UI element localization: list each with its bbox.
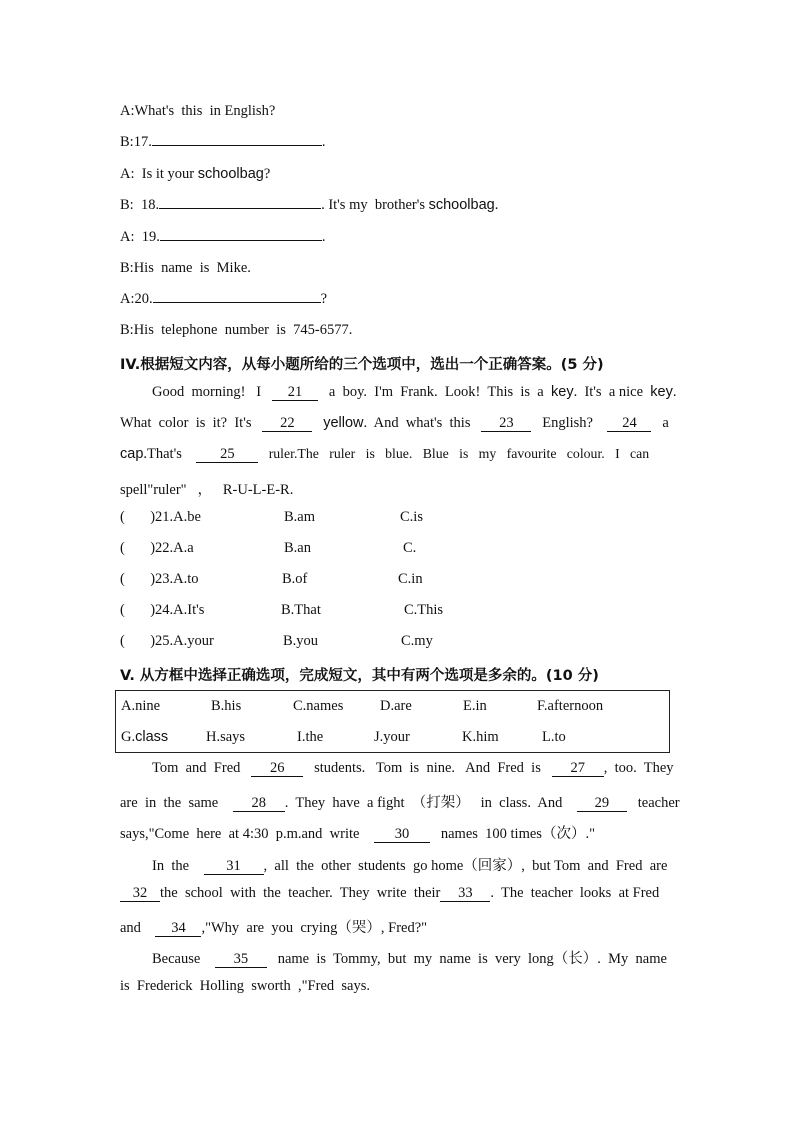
choice-h: H.says	[206, 729, 246, 745]
question-18-label: B: 18.	[120, 197, 160, 213]
passage-text: Tom and Fred	[152, 760, 252, 776]
dialogue-line-8	[120, 322, 352, 339]
option-23-a[interactable]: ( )23.A.to	[120, 571, 199, 587]
passage-v-line-1	[152, 760, 674, 777]
option-25-c[interactable]: C.my	[401, 633, 433, 649]
dialogue-line-4	[120, 197, 498, 214]
passage-text: is Frederick Holling sworth ,"Fred says.	[120, 978, 370, 994]
answer-blank-27[interactable]: 27	[552, 760, 604, 777]
choice-g	[121, 729, 168, 746]
option-21-b[interactable]: B.am	[284, 509, 316, 525]
passage-v-line-6	[120, 916, 427, 937]
option-25-a[interactable]: ( )25.A.your	[120, 633, 214, 649]
choice-f: F.afternoon	[537, 698, 604, 714]
passage-text: are in the same	[120, 795, 233, 811]
section-v-heading: V. 从方框中选择正确选项，完成短文，其中有两个选项是多余的。(10 分)	[120, 668, 599, 684]
passage-iv-line-3	[120, 446, 649, 463]
option-23-c[interactable]: C.in	[398, 571, 423, 587]
passage-iv-line-1	[152, 384, 676, 401]
punctuation: .	[321, 229, 326, 245]
passage-text: name is Tommy, but my name is very long（长）. My name	[266, 951, 667, 967]
word-yellow: yellow	[323, 415, 364, 431]
answer-blank-33[interactable]: 33	[440, 885, 490, 902]
passage-text: ruler.The ruler is blue. Blue is my favourite colour. I can	[258, 446, 650, 461]
passage-text: a boy. I'm Frank. Look! This is a	[318, 384, 551, 400]
answer-blank-25[interactable]: 25	[196, 446, 258, 463]
dialogue-text: A: Is it your	[120, 166, 198, 182]
passage-text: says,"Come here at 4:30 p.m.and write	[120, 826, 374, 842]
dialogue-line-5	[120, 229, 326, 246]
word-cap: cap	[120, 446, 144, 462]
option-21-a[interactable]: ( )21.A.be	[120, 509, 201, 525]
passage-text: ,"Why are you crying（哭）, Fred?"	[201, 920, 428, 936]
choice-letter: G.	[121, 729, 136, 745]
passage-text	[312, 415, 323, 431]
choice-a: A.nine	[121, 698, 161, 714]
punctuation: ?	[320, 291, 328, 307]
punctuation: ?	[263, 166, 271, 182]
passage-iv-line-4	[120, 478, 293, 499]
passage-v-line-2	[120, 791, 680, 812]
passage-text: teacher	[626, 795, 680, 811]
dialogue-line-7	[120, 291, 327, 308]
choice-d: D.are	[380, 698, 412, 714]
punctuation: .	[672, 384, 677, 400]
word-class: class	[135, 729, 169, 745]
option-22-a[interactable]: ( )22.A.a	[120, 540, 194, 556]
passage-text: , all the other students go home（回家）, but Tom and Fred are	[263, 858, 668, 874]
choice-c: C.names	[293, 698, 344, 714]
answer-blank-18[interactable]	[159, 208, 321, 209]
passage-text: English?	[531, 415, 608, 431]
answer-blank-21[interactable]: 21	[272, 384, 318, 401]
option-21-c[interactable]: C.is	[400, 509, 423, 525]
passage-text: names 100 times（次）."	[429, 826, 595, 842]
passage-text: Because	[152, 951, 215, 967]
choice-i: I.the	[297, 729, 324, 745]
passage-text: . They have a fight （打架） in class. And	[284, 795, 577, 811]
option-24-b[interactable]: B.That	[281, 602, 321, 618]
word-key: key	[650, 384, 673, 400]
passage-v-line-3	[120, 822, 595, 843]
passage-text: a	[651, 415, 669, 431]
dialogue-line-2	[120, 134, 325, 151]
passage-v-line-5	[120, 885, 659, 902]
passage-text: . And what's this	[363, 415, 482, 431]
punctuation: .	[321, 134, 326, 150]
answer-blank-22[interactable]: 22	[262, 415, 312, 432]
question-19-label: A: 19.	[120, 229, 160, 245]
passage-text: . It's a nice	[573, 384, 651, 400]
choice-e: E.in	[463, 698, 487, 714]
answer-blank-35[interactable]: 35	[215, 951, 267, 968]
passage-text: spell"ruler" ， R-U-L-E-R.	[120, 482, 294, 498]
answer-blank-30[interactable]: 30	[374, 826, 430, 843]
option-25-b[interactable]: B.you	[283, 633, 319, 649]
option-22-b[interactable]: B.an	[284, 540, 311, 556]
section-iv-heading: IV.根据短文内容，从每小题所给的三个选项中，选出一个正确答案。(5 分)	[120, 357, 604, 373]
passage-text: In the	[152, 858, 204, 874]
dialogue-text: B:His telephone number is 745-6577.	[120, 322, 353, 338]
passage-v-line-8	[120, 978, 370, 995]
question-20-label: A:20.	[120, 291, 153, 307]
dialogue-text: A:What's this in English?	[120, 103, 276, 119]
punctuation: .	[494, 197, 499, 213]
word-schoolbag: schoolbag	[428, 197, 495, 213]
word-key: key	[551, 384, 574, 400]
passage-text: the school with the teacher. They write their	[160, 885, 441, 901]
option-22-c[interactable]: C.	[403, 540, 417, 556]
passage-text: , too. They	[603, 760, 674, 776]
answer-blank-32[interactable]: 32	[120, 885, 160, 902]
dialogue-line-3	[120, 166, 270, 183]
dialogue-line-1	[120, 103, 275, 120]
passage-text: . The teacher looks at Fred	[490, 885, 660, 901]
passage-text: and	[120, 920, 156, 936]
answer-blank-29[interactable]: 29	[577, 795, 627, 812]
choice-k: K.him	[462, 729, 499, 745]
dialogue-line-6	[120, 260, 251, 277]
passage-text: What color is it? It's	[120, 415, 263, 431]
answer-blank-31[interactable]: 31	[204, 858, 264, 875]
passage-text: students. Tom is nine. And Fred is	[303, 760, 552, 776]
answer-blank-24[interactable]: 24	[607, 415, 651, 432]
passage-iv-line-2	[120, 415, 669, 432]
dialogue-text: . It's my brother's	[321, 197, 429, 213]
word-schoolbag: schoolbag	[197, 166, 264, 182]
answer-blank-20[interactable]	[153, 302, 321, 303]
question-17-label: B:17.	[120, 134, 152, 150]
choice-b: B.his	[211, 698, 242, 714]
answer-blank-34[interactable]: 34	[155, 920, 201, 937]
answer-blank-19[interactable]	[160, 240, 322, 241]
passage-text: Good morning! I	[152, 384, 273, 400]
word-choice-box	[115, 690, 670, 753]
passage-v-line-7	[152, 947, 667, 968]
answer-blank-17[interactable]	[152, 145, 322, 146]
choice-j: J.your	[374, 729, 410, 745]
answer-blank-23[interactable]: 23	[481, 415, 531, 432]
dialogue-text: B:His name is Mike.	[120, 260, 251, 276]
passage-text: .That's	[143, 446, 197, 462]
answer-blank-26[interactable]: 26	[251, 760, 303, 777]
choice-l: L.to	[542, 729, 566, 745]
passage-v-line-4	[152, 854, 667, 875]
option-24-a[interactable]: ( )24.A.It's	[120, 602, 205, 618]
option-23-b[interactable]: B.of	[282, 571, 308, 587]
option-24-c[interactable]: C.This	[404, 602, 444, 618]
answer-blank-28[interactable]: 28	[233, 795, 285, 812]
